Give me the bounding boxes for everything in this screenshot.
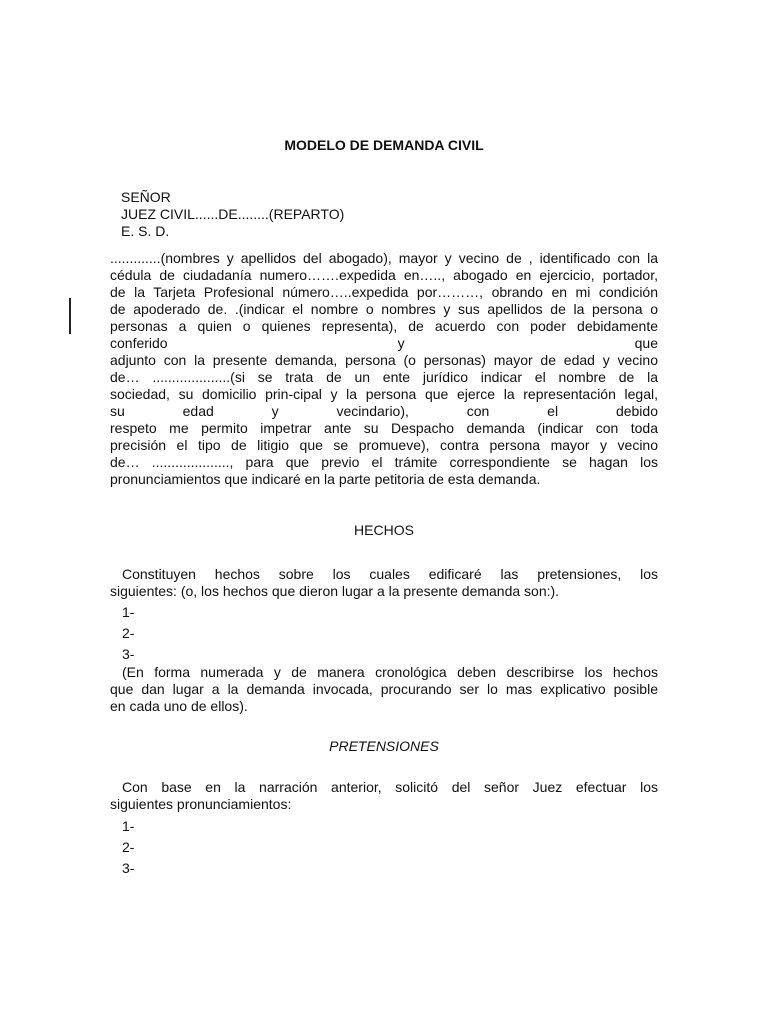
hechos-note-line: que dan lugar a la demanda invocada, procurando ser lo mas explicativo posible [110,681,658,697]
intro-line: sociedad, su domicilio prin-cipal y la persona que ejerce la representación legal, [110,386,658,402]
intro-line: respeto me permito impetrar ante su Despacho demanda (indicar con toda [110,420,658,436]
pretensiones-heading: PRETENSIONES [329,738,439,754]
hechos-heading: HECHOS [354,522,414,538]
intro-line: de apoderado de. .(indicar el nombre o nombres y sus apellidos de la persona o [110,301,658,317]
hechos-item: 1- [122,604,135,620]
address-line: JUEZ CIVIL......DE........(REPARTO) [121,206,345,222]
hechos-item: 2- [122,625,135,641]
intro-line: precisión el tipo de litigio que se promueve), contra persona mayor y vecino [110,437,658,453]
pretensiones-item: 1- [122,818,135,834]
hechos-item: 3- [122,646,135,662]
intro-line: cédula de ciudadanía numero…….expedida en….., abogado en ejercicio, portador, [110,267,658,283]
pretensiones-item: 2- [122,839,135,855]
intro-line: de… ....................(si se trata de un ente jurídico indicar el nombre de la [110,369,658,385]
hechos-paragraph-line: Constituyen hechos sobre los cuales edificaré las pretensiones, los [122,566,658,582]
address-line: SEÑOR [121,189,171,205]
pretensiones-paragraph-line: siguientes pronunciamientos: [110,796,292,812]
document-title: MODELO DE DEMANDA CIVIL [284,137,484,153]
intro-line: pronunciamientos que indicaré en la parte petitoria de esta demanda. [110,471,541,487]
intro-line: adjunto con la presente demanda, persona (o personas) mayor de edad y vecino [110,352,658,368]
pretensiones-paragraph-line: Con base en la narración anterior, solicitó del señor Juez efectuar los [122,779,658,795]
hechos-note-line: en cada uno de ellos). [110,698,248,714]
intro-line: conferido y que [110,335,658,351]
pretensiones-item: 3- [122,860,135,876]
intro-line: su edad y vecindario), con el debido [110,403,658,419]
intro-line: .............(nombres y apellidos del abogado), mayor y vecino de , identificado con la [110,250,658,266]
hechos-note-line: (En forma numerada y de manera cronológica deben describirse los hechos [122,664,658,680]
address-block [121,189,344,240]
intro-line: personas a quien o quienes representa), de acuerdo con poder debidamente [110,318,658,334]
address-line: E. S. D. [121,223,170,239]
intro-line: de la Tarjeta Profesional número…..expedida por………, obrando en mi condición [110,284,658,300]
margin-change-bar [69,298,71,334]
intro-line: de… ...................., para que previo el trámite correspondiente se hagan los [110,454,658,470]
hechos-paragraph-line: siguientes: (o, los hechos que dieron lugar a la presente demanda son:). [110,583,560,599]
